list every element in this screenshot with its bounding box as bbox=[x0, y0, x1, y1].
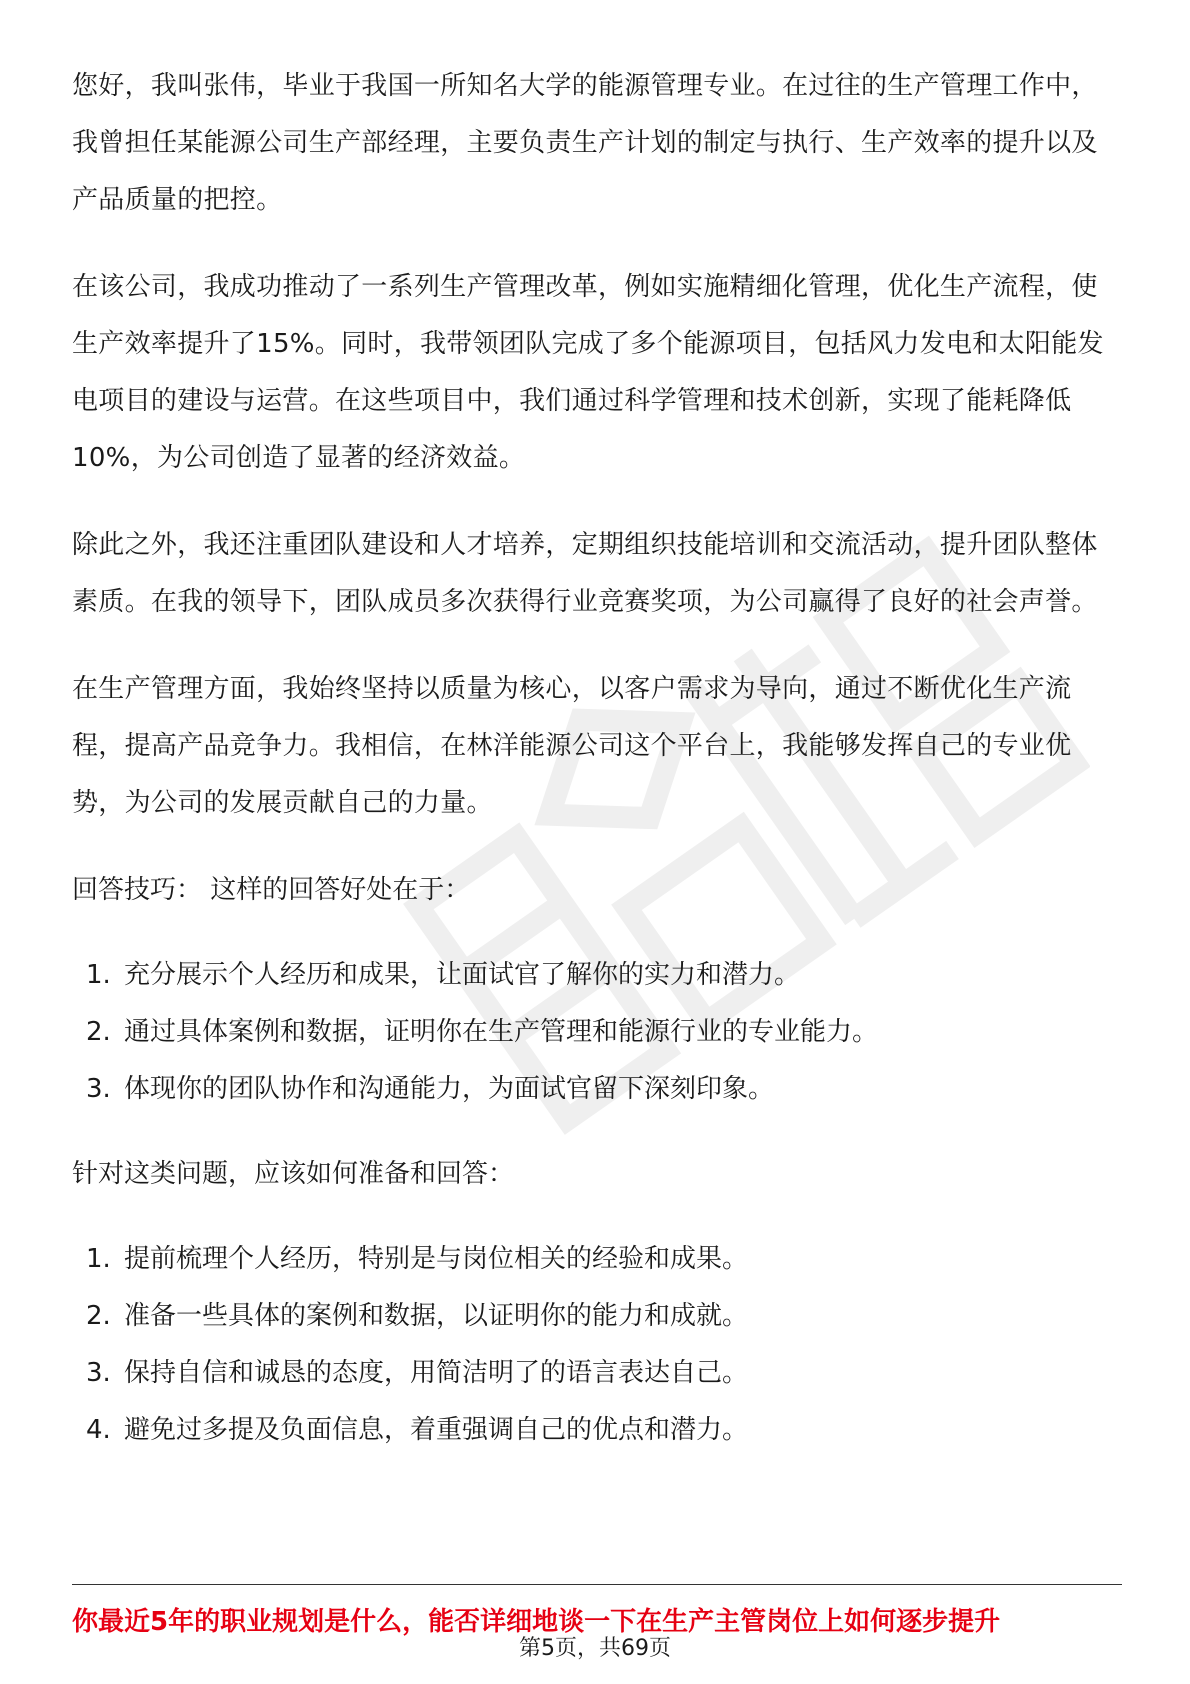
tips-heading: 回答技巧： 这样的回答好处在于： bbox=[72, 875, 471, 905]
list-item bbox=[72, 947, 1122, 1004]
list-item bbox=[72, 1231, 1122, 1288]
list-number: 3. bbox=[86, 1074, 111, 1104]
list-text: 准备一些具体的案例和数据，以证明你的能力和成就。 bbox=[124, 1301, 749, 1331]
list-text: 避免过多提及负面信息，着重强调自己的优点和潜力。 bbox=[124, 1415, 749, 1445]
list-text: 体现你的团队协作和沟通能力，为面试官留下深刻印象。 bbox=[124, 1074, 775, 1104]
prep-list bbox=[72, 1231, 1122, 1459]
list-text: 保持自信和诚恳的态度，用简洁明了的语言表达自己。 bbox=[124, 1358, 749, 1388]
list-item bbox=[72, 1402, 1122, 1459]
list-number: 3. bbox=[86, 1358, 111, 1388]
list-text: 提前梳理个人经历，特别是与岗位相关的经验和成果。 bbox=[124, 1244, 749, 1274]
list-number: 2. bbox=[86, 1017, 111, 1047]
list-item bbox=[72, 1288, 1122, 1345]
list-number: 4. bbox=[86, 1415, 111, 1445]
list-item bbox=[72, 1061, 1122, 1118]
tips-list bbox=[72, 947, 1122, 1118]
page-number: 第5页，共69页 bbox=[519, 1636, 671, 1661]
list-text: 通过具体案例和数据，证明你在生产管理和能源行业的专业能力。 bbox=[124, 1017, 879, 1047]
team-paragraph: 除此之外，我还注重团队建设和人才培养，定期组织技能培训和交流活动，提升团队整体素质。在我的领导下，团队成员多次获得行业竞赛奖项，为公司赢得了良好的社会声誉。 bbox=[72, 530, 1098, 617]
intro-paragraph: 您好，我叫张伟，毕业于我国一所知名大学的能源管理专业。在过往的生产管理工作中，我曾担任某能源公司生产部经理，主要负责生产计划的制定与执行、生产效率的提升以及产品质量的把控。 bbox=[72, 71, 1098, 215]
philosophy-paragraph: 在生产管理方面，我始终坚持以质量为核心，以客户需求为导向，通过不断优化生产流程，提高产品竞争力。我相信，在林洋能源公司这个平台上，我能够发挥自己的专业优势，为公司的发展贡献自己的力量。 bbox=[72, 674, 1072, 818]
list-item bbox=[72, 1004, 1122, 1061]
document-body bbox=[72, 58, 1122, 1487]
list-text: 充分展示个人经历和成果，让面试官了解你的实力和潜力。 bbox=[124, 960, 801, 990]
list-number: 2. bbox=[86, 1301, 111, 1331]
list-number: 1. bbox=[86, 1244, 111, 1274]
achievements-paragraph: 在该公司，我成功推动了一系列生产管理改革，例如实施精细化管理，优化生产流程，使生产效率提升了15%。同时，我带领团队完成了多个能源项目，包括风力发电和太阳能发电项目的建设与运营。在这些项目中，我们通过科学管理和技术创新，实现了能耗降低10%，为公司创造了显著的经济效益。 bbox=[72, 272, 1104, 473]
footer-divider bbox=[72, 1584, 1122, 1585]
prep-heading: 针对这类问题，应该如何准备和回答： bbox=[72, 1159, 515, 1189]
next-question-heading: 你最近5年的职业规划是什么，能否详细地谈一下在生产主管岗位上如何逐步提升 bbox=[72, 1607, 1001, 1637]
list-number: 1. bbox=[86, 960, 111, 990]
list-item bbox=[72, 1345, 1122, 1402]
